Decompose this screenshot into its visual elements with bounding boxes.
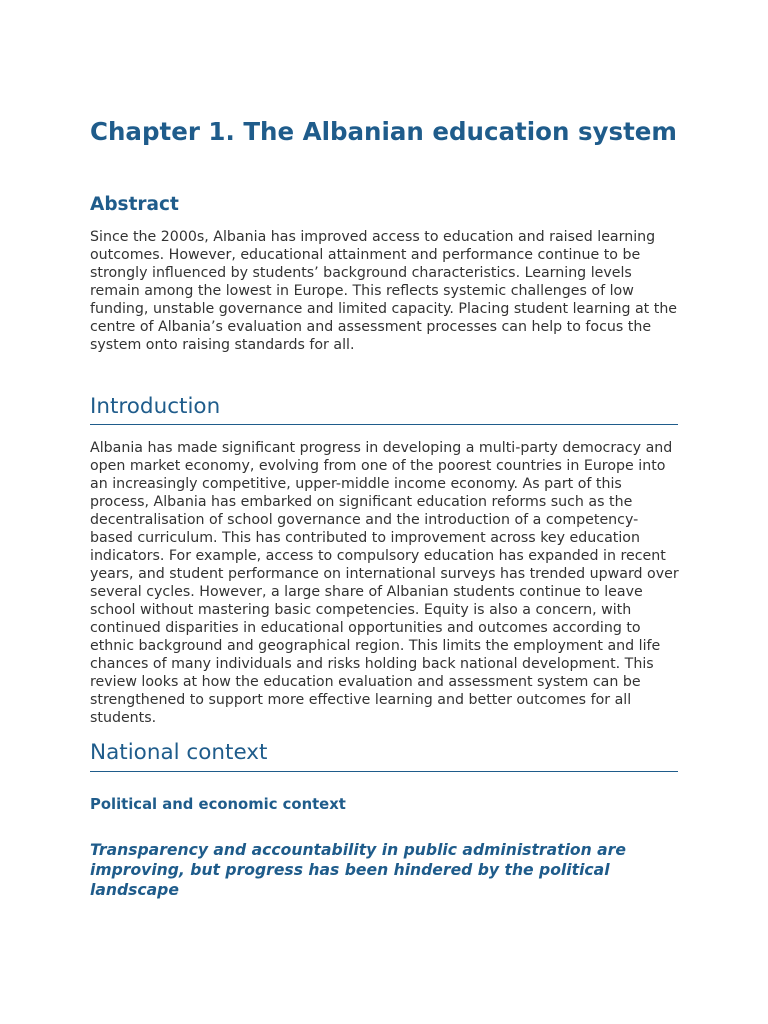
abstract-paragraph: Since the 2000s, Albania has improved access to education and raised learning outcomes. However, educational attainment and performance continue to be strongly influenced by students’ background characteristics. Learning levels remain among the lowest in Europe. This reflects systemic challenges of low funding, unstable governance and limited capacity. Placing student learning at the centre of Albania’s evaluation and assessment processes can help to focus the system onto raising standards for all. [90, 229, 678, 353]
introduction-paragraph: Albania has made significant progress in developing a multi-party democracy and open market economy, evolving from one of the poorest countries in Europe into an increasingly competitive, upper-middle income economy. As part of this process, Albania has embarked on significant education reforms such as the decentralisation of school governance and the introduction of a competency-based curriculum. This has contributed to improvement across key education indicators. For example, access to compulsory education has expanded in recent years, and student performance on international surveys has trended upward over several cycles. However, a large share of Albanian students continue to leave school without mastering basic competencies. Equity is also a concern, with continued disparities in educational opportunities and outcomes according to ethnic background and geographical region. This limits the employment and life chances of many individuals and risks holding back national development. This review looks at how the education evaluation and assessment system can be strengthened to support more effective learning and better outcomes for all students. [90, 440, 679, 726]
transparency-italic-heading: Transparency and accountability in public administration are improving, but progress has been hindered by the political landscape [90, 841, 626, 899]
introduction-heading: Introduction [90, 394, 221, 419]
national-context-divider [90, 771, 678, 772]
abstract-heading: Abstract [90, 194, 179, 215]
national-context-heading: National context [90, 740, 268, 765]
political-economic-subheading: Political and economic context [90, 796, 346, 813]
chapter-title: Chapter 1. The Albanian education system [90, 117, 677, 146]
introduction-divider [90, 424, 678, 425]
